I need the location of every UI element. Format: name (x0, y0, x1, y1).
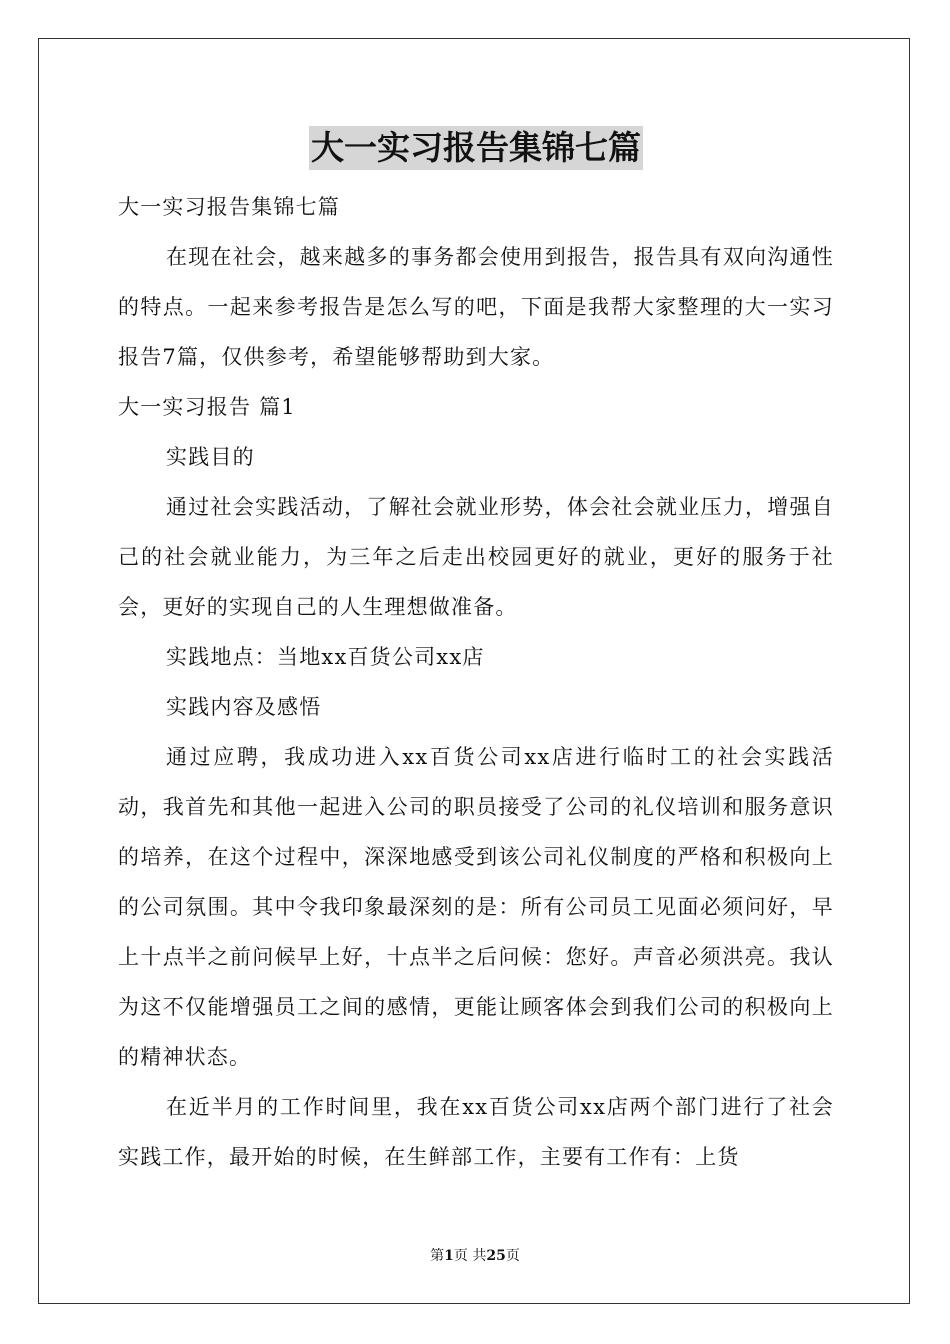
page-current-number: 1 (444, 1248, 454, 1264)
page-suffix: 页 (505, 1248, 520, 1264)
document-title: 大一实习报告集锦七篇 (309, 126, 643, 170)
intro-paragraph: 在现在社会，越来越多的事务都会使用到报告，报告具有双向沟通性的特点。一起来参考报告是怎么写的吧，下面是我帮大家整理的大一实习报告7篇，仅供参考，希望能够帮助到大家。 (118, 245, 834, 369)
document-subtitle: 大一实习报告集锦七篇 (118, 195, 340, 219)
content-heading: 实践内容及感悟 (166, 695, 322, 719)
title-container (118, 126, 834, 170)
document-body (118, 126, 834, 1182)
purpose-heading: 实践目的 (166, 445, 255, 469)
page-mid: 页 共 (453, 1248, 487, 1264)
content-paragraph-2: 在近半月的工作时间里，我在xx百货公司xx店两个部门进行了社会实践工作，最开始的时候，在生鲜部工作，主要有工作有：上货 (118, 1095, 834, 1169)
purpose-paragraph: 通过社会实践活动，了解社会就业形势，体会社会就业压力，增强自己的社会就业能力，为三年之后走出校园更好的就业，更好的服务于社会，更好的实现自己的人生理想做准备。 (118, 495, 834, 619)
location-line: 实践地点：当地xx百货公司xx店 (166, 645, 485, 669)
section-heading: 大一实习报告 篇1 (118, 395, 296, 419)
page-footer (0, 1246, 950, 1266)
content-paragraph-1: 通过应聘，我成功进入xx百货公司xx店进行临时工的社会实践活动，我首先和其他一起进入公司的职员接受了公司的礼仪培训和服务意识的培养，在这个过程中，深深地感受到该公司礼仪制度的严格和积极向上的公司氛围。其中令我印象最深刻的是：所有公司员工见面必须问好，早上十点半之前问候早上好，十点半之后问候：您好。声音必须洪亮。我认为这不仅能增强员工之间的感情，更能让顾客体会到我们公司的积极向上的精神状态。 (118, 745, 834, 1069)
page-prefix: 第 (430, 1248, 445, 1264)
page-total-number: 25 (486, 1248, 506, 1264)
